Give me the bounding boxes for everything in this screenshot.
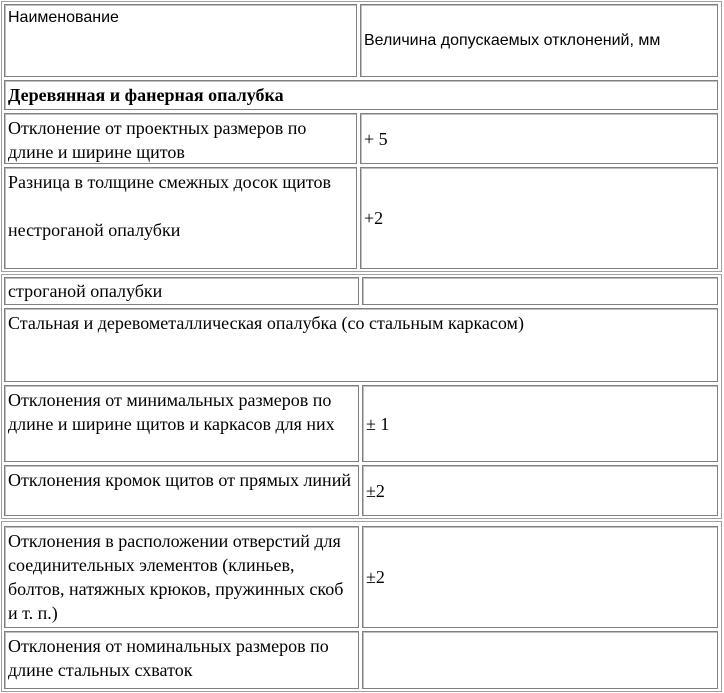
table-row-value: ±2	[362, 526, 718, 628]
table-row-name: строганой опалубки	[4, 277, 359, 305]
table-row-value	[362, 631, 718, 689]
table-row-value: ± 1	[362, 385, 718, 462]
header-name-cell	[4, 4, 357, 77]
table-row-name: Отклонения от номинальных размеров по длине стальных схваток	[4, 631, 359, 689]
table-row-name: Отклонение от проектных размеров по длине и ширине щитов	[4, 113, 357, 164]
table-row-value: + 5	[360, 113, 718, 164]
header-value-cell	[360, 4, 718, 77]
table-row-value	[362, 277, 718, 305]
table-row-value: +2	[360, 167, 718, 269]
table-row-name: Отклонения кромок щитов от прямых линий	[4, 465, 359, 516]
table-row-name: Отклонения от минимальных размеров по длине и ширине щитов и каркасов для них	[4, 385, 359, 462]
header-name-label: Наименование	[8, 9, 119, 26]
section-steel-cell	[4, 308, 718, 382]
header-value-label: Величина допускаемых отклонений, мм	[364, 31, 661, 49]
section-steel-title: Стальная и деревометаллическая опалубка (со стальным каркасом)	[8, 313, 524, 333]
table-row-name: Разница в толщине смежных досок щитов нестроганой опалубки	[4, 167, 357, 269]
section-wood-cell	[4, 80, 718, 110]
section-wood-title: Деревянная и фанерная опалубка	[8, 85, 284, 105]
table-row-value: ±2	[362, 465, 718, 516]
table-row-name: Отклонения в расположении отверстий для соединительных элементов (клиньев, болтов, натяжных крюков, пружинных скоб и т. п.)	[4, 526, 359, 628]
